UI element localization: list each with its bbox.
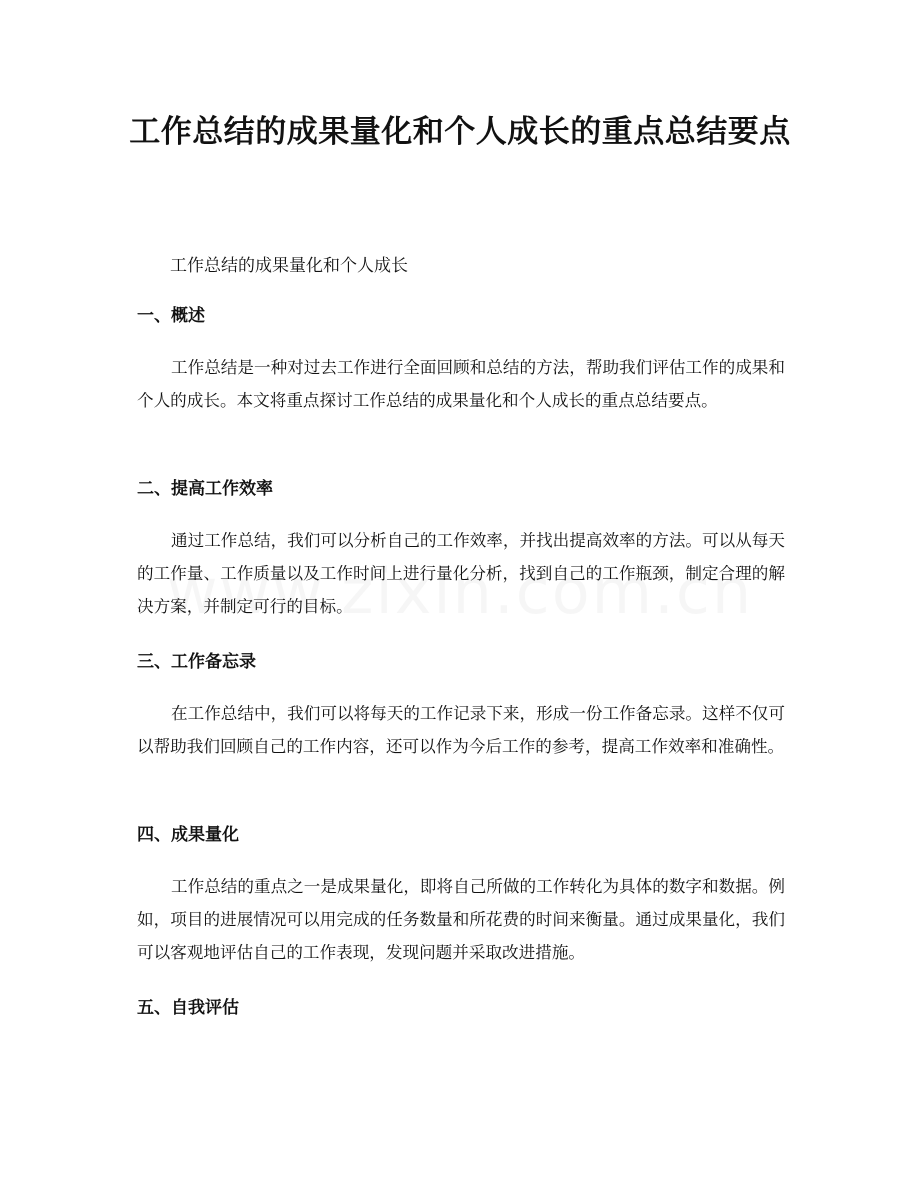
- section-heading-quantification: 四、成果量化: [137, 825, 239, 845]
- section-heading-memo: 三、工作备忘录: [137, 652, 256, 672]
- document-subtitle: 工作总结的成果量化和个人成长: [170, 256, 408, 276]
- section-body-overview: 工作总结是一种对过去工作进行全面回顾和总结的方法，帮助我们评估工作的成果和个人的成长。本文将重点探讨工作总结的成果量化和个人成长的重点总结要点。: [137, 358, 785, 410]
- section-heading-self-assessment: 五、自我评估: [137, 998, 239, 1018]
- section-heading-efficiency: 二、提高工作效率: [137, 479, 273, 499]
- section-heading-overview: 一、概述: [137, 306, 205, 326]
- section-body-memo: 在工作总结中，我们可以将每天的工作记录下来，形成一份工作备忘录。这样不仅可以帮助我们回顾自己的工作内容，还可以作为今后工作的参考，提高工作效率和准确性。: [137, 704, 785, 756]
- document-title: 工作总结的成果量化和个人成长的重点总结要点: [129, 114, 791, 150]
- section-body-quantification: 工作总结的重点之一是成果量化，即将自己所做的工作转化为具体的数字和数据。例如，项目的进展情况可以用完成的任务数量和所花费的时间来衡量。通过成果量化，我们可以客观地评估自己的工作表现，发现问题并采取改进措施。: [137, 877, 785, 962]
- section-body-efficiency: 通过工作总结，我们可以分析自己的工作效率，并找出提高效率的方法。可以从每天的工作量、工作质量以及工作时间上进行量化分析，找到自己的工作瓶颈，制定合理的解决方案，并制定可行的目标。: [137, 531, 785, 616]
